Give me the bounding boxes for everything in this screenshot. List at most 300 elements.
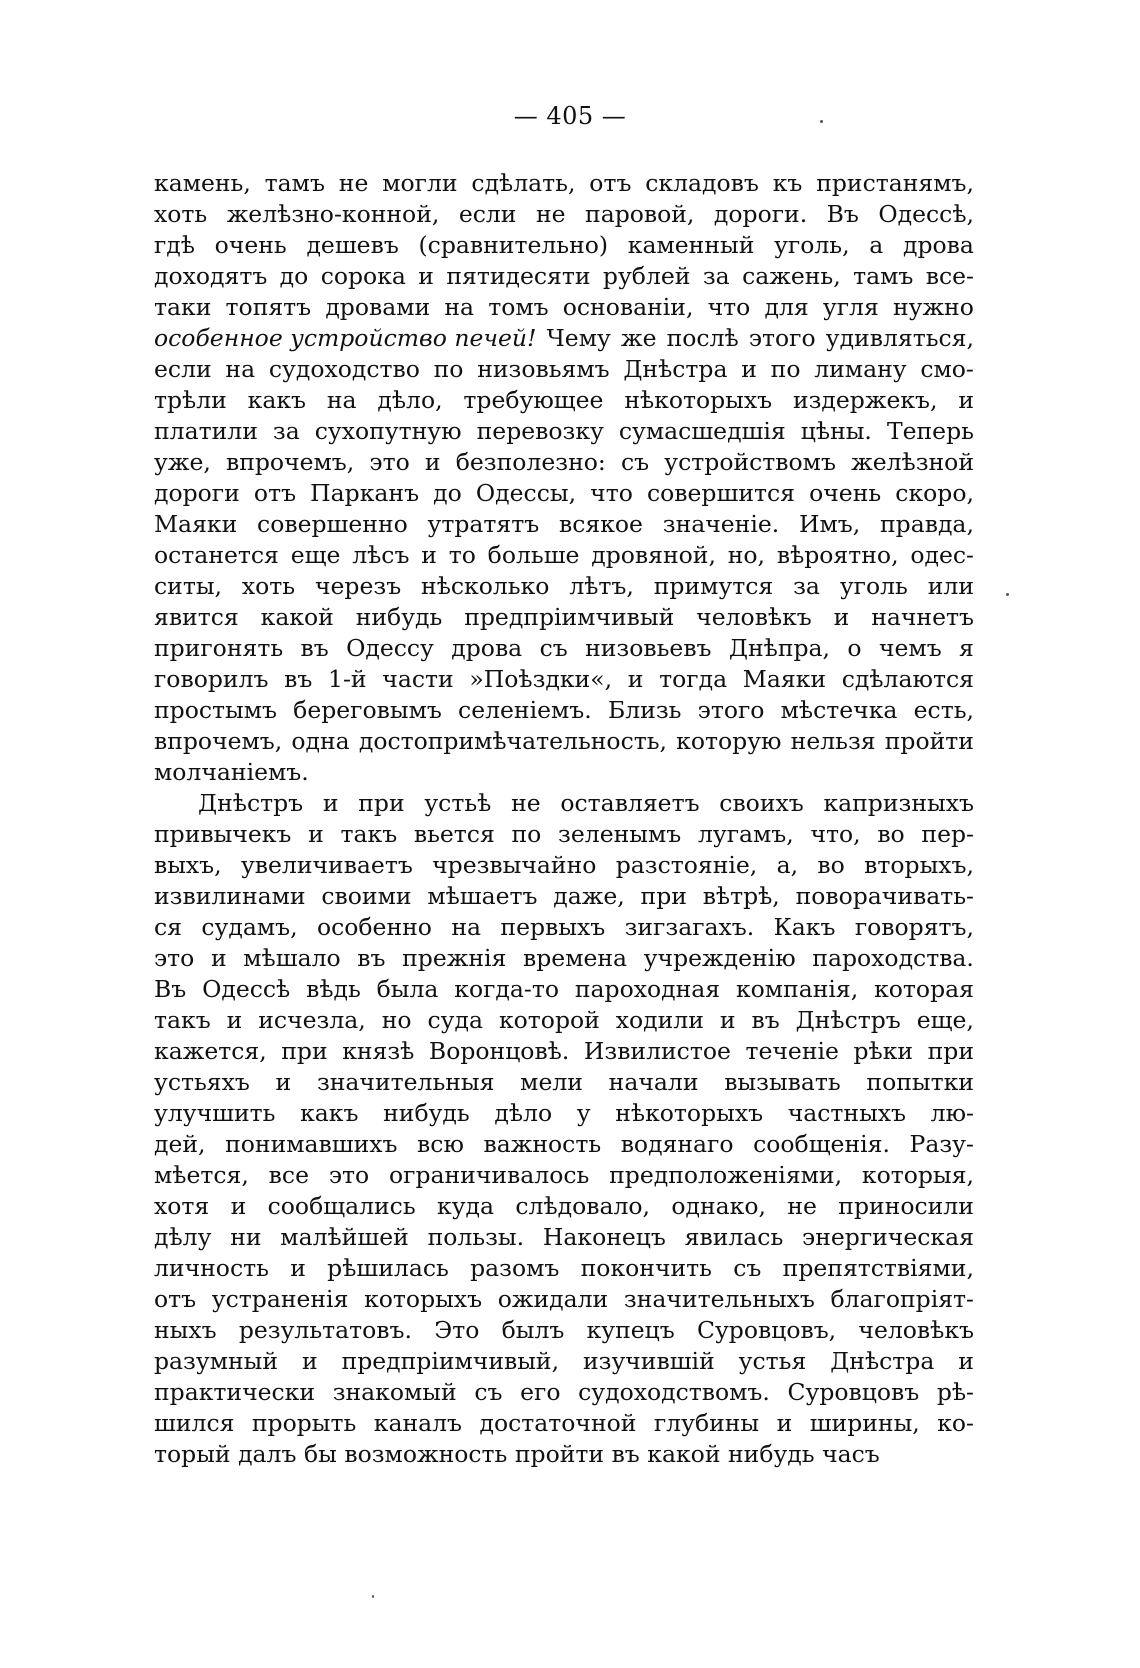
word: утратятъ (427, 510, 540, 538)
word: для (764, 293, 809, 321)
word: важность (483, 1130, 602, 1158)
word: ко- (937, 1409, 974, 1437)
word: уголь, (774, 231, 850, 259)
word: и (308, 820, 324, 848)
word: все- (925, 262, 974, 290)
word: сухопутную (314, 417, 462, 445)
text-line (154, 912, 974, 943)
word: если (154, 355, 212, 383)
word: пароходная (574, 975, 721, 1003)
word: и (322, 789, 339, 817)
text-line (154, 1191, 974, 1222)
word: сумасшедшія (618, 417, 786, 445)
word: что, (810, 820, 861, 848)
text-line (154, 1160, 974, 1191)
word: достопримѣчательность, (358, 727, 668, 755)
word: нѣкоторыхъ (624, 386, 773, 414)
word: Одессы, (475, 479, 577, 507)
word: впрочемъ, (226, 448, 355, 476)
paragraph-2 (154, 788, 974, 1470)
word: Суровцовъ, (697, 1316, 837, 1344)
word: бы (303, 1440, 337, 1468)
word: привычекъ (154, 820, 292, 848)
text-line (154, 540, 974, 571)
word: еще, (916, 1006, 974, 1034)
text-line (154, 416, 974, 447)
word: если (458, 200, 517, 228)
word: во (817, 851, 845, 879)
word: Разу- (909, 1130, 974, 1158)
word: Извилистое (583, 1037, 731, 1065)
word: выхъ, (154, 851, 222, 879)
text-line (154, 1377, 974, 1408)
word: теченіе (745, 1037, 839, 1065)
word: Маяки (742, 665, 827, 693)
word: удивляться, (825, 324, 974, 352)
word: пользы. (427, 1223, 525, 1251)
word: больше (487, 541, 580, 569)
word: останется (154, 541, 279, 569)
word: капризныхъ (823, 789, 974, 817)
word: въ (611, 1440, 640, 1468)
text-line (154, 354, 974, 385)
word: то (448, 541, 476, 569)
word: при (640, 882, 687, 910)
word: какой (260, 603, 334, 631)
word: дей, (154, 1130, 206, 1158)
word: сдѣлать, (471, 169, 576, 197)
word: лѣтъ, (569, 572, 634, 600)
word: примутся (653, 572, 774, 600)
word: береговымъ (293, 696, 442, 724)
word: судоходство (268, 355, 420, 383)
word: начали (608, 1068, 699, 1096)
word: одес- (910, 541, 974, 569)
word: торый (154, 1440, 231, 1468)
word: суда (427, 1006, 483, 1034)
word: и (958, 386, 974, 414)
word: трѣли (154, 386, 227, 414)
italic-phrase: особенное устройство печей! (154, 324, 537, 352)
word: »Поѣздки«, (469, 665, 613, 693)
word: чрезвычайно (432, 851, 597, 879)
word: желѣзно-конной, (226, 200, 440, 228)
text-line (154, 726, 974, 757)
word: Днѣстра (623, 355, 728, 383)
word: значеніе. (662, 510, 780, 538)
word: хотя (154, 1192, 210, 1220)
word: одна (291, 727, 350, 755)
word: же (620, 324, 657, 352)
word: на (225, 355, 256, 383)
word: Чему (546, 324, 611, 352)
word: которыхъ (364, 1285, 483, 1313)
word: томъ (488, 293, 549, 321)
word: и (424, 448, 441, 476)
word: лѣсъ (352, 541, 410, 569)
word: хоть (241, 572, 296, 600)
word: съ (474, 1378, 503, 1406)
word: пригонять (154, 634, 284, 662)
text-line (154, 168, 974, 199)
word: препятствіями, (782, 1254, 974, 1282)
word: времена (523, 944, 628, 972)
word: однако, (671, 1192, 766, 1220)
word: пер- (921, 820, 974, 848)
text-line (154, 819, 974, 850)
word: изучившій (582, 1347, 715, 1375)
word: до (279, 262, 309, 290)
word: была (376, 975, 439, 1003)
word: устьяхъ (154, 1068, 250, 1096)
word: ни (230, 1223, 262, 1251)
word: дровяной, (591, 541, 716, 569)
word: или (927, 572, 974, 600)
word: и (418, 262, 434, 290)
word: водянаго (620, 1130, 734, 1158)
text-line (154, 1408, 974, 1439)
word: увеличиваетъ (240, 851, 413, 879)
word: и (230, 1192, 247, 1220)
word: Маяки (154, 510, 238, 538)
word: цѣны. (800, 417, 872, 445)
word: ожидали (497, 1285, 609, 1313)
word: энергическая (802, 1223, 974, 1251)
word: сообщенія. (753, 1130, 890, 1158)
word: основаніи, (562, 293, 694, 321)
word: явится (154, 603, 239, 631)
word: до (433, 479, 462, 507)
word: оставляетъ (560, 789, 700, 817)
word: предпріимчивый (464, 603, 675, 631)
word: при (281, 1037, 328, 1065)
word: каналъ (373, 1409, 463, 1437)
word: съ (539, 634, 568, 662)
word: на (451, 913, 482, 941)
word: частныхъ (787, 1099, 906, 1127)
word: чемъ (878, 634, 942, 662)
word: судамъ, (201, 913, 298, 941)
word: нужно (892, 293, 974, 321)
word: очень (809, 479, 882, 507)
word: Днѣпра, (728, 634, 831, 662)
word: Одессу (346, 634, 434, 662)
word: Днѣстра (830, 1347, 935, 1375)
word: съ (733, 1254, 762, 1282)
word: ширины, (809, 1409, 920, 1437)
word: человѣкъ (858, 1316, 974, 1344)
word: Какъ (773, 913, 836, 941)
word: нибудь (383, 1099, 470, 1127)
text-line (154, 1222, 974, 1253)
word: вьется (413, 820, 495, 848)
word: которыя, (861, 1161, 974, 1189)
word: мѣшало (243, 944, 341, 972)
word: былъ (501, 1316, 565, 1344)
word: требующее (463, 386, 604, 414)
word: ситы, (154, 572, 222, 600)
word: устраненія (211, 1285, 349, 1313)
word: ныхъ (154, 1316, 217, 1344)
word: устройствомъ (664, 448, 836, 476)
word: пройти (514, 1440, 605, 1468)
text-line (154, 447, 974, 478)
word: разстояніе, (615, 851, 758, 879)
word: учрежденію (643, 944, 796, 972)
word: что (707, 293, 751, 321)
word: и (290, 1254, 306, 1282)
word: рѣшилась (327, 1254, 449, 1282)
text-line (154, 1036, 974, 1067)
word: ходили (615, 1006, 704, 1034)
word: Теперь (886, 417, 974, 445)
word: издержекъ, (792, 386, 938, 414)
text-line (154, 633, 974, 664)
word: но (381, 1006, 412, 1034)
word: паровой, (585, 200, 695, 228)
word: лиману (814, 355, 907, 383)
text-line (154, 261, 974, 292)
text-line (154, 881, 974, 912)
word: понимавшихъ (225, 1130, 398, 1158)
word: Днѣстръ (795, 1006, 901, 1034)
word: тогда (659, 665, 728, 693)
word: совершится (646, 479, 795, 507)
word: знакомый (332, 1378, 457, 1406)
word: желѣзной (851, 448, 974, 476)
word: дрова (451, 634, 523, 662)
text-line (154, 1253, 974, 1284)
word: и (958, 1347, 974, 1375)
text-line (154, 664, 974, 695)
word: рѣки (853, 1037, 914, 1065)
word: вѣдь (306, 975, 361, 1003)
text-line (154, 1129, 974, 1160)
word: особенно (316, 913, 432, 941)
word: и (719, 1006, 736, 1034)
word: всякое (559, 510, 643, 538)
word: практически (154, 1378, 316, 1406)
word: разумный (154, 1347, 279, 1375)
word: Днѣстръ (198, 789, 304, 817)
word: устья (738, 1347, 807, 1375)
word: дрова (903, 231, 974, 259)
word: я (959, 634, 974, 662)
word: за (272, 417, 300, 445)
word: по (511, 820, 542, 848)
word: совершенно (257, 510, 408, 538)
word: отъ (253, 479, 297, 507)
word: сажень, (742, 262, 841, 290)
text-line (154, 974, 974, 1005)
word: предпріимчивый, (341, 1347, 560, 1375)
word: какъ (300, 1099, 359, 1127)
page-number: — 405 — (513, 102, 627, 130)
word: покончить (580, 1254, 712, 1282)
word: это (328, 1161, 370, 1189)
word: возможность (344, 1440, 508, 1468)
text-line (154, 292, 974, 323)
word: говорятъ, (854, 913, 974, 941)
word: Въ (826, 200, 859, 228)
word: вторыхъ, (864, 851, 974, 879)
word: часъ (822, 1440, 880, 1468)
word: благопріят- (830, 1285, 974, 1313)
word: могли (382, 169, 458, 197)
word: говорилъ (154, 665, 269, 693)
word: исчезла, (258, 1006, 366, 1034)
word: все (268, 1161, 309, 1189)
word: правда, (880, 510, 974, 538)
word: которая (874, 975, 974, 1003)
word: въ (300, 634, 329, 662)
word: гдѣ (154, 231, 195, 259)
text-line (154, 509, 974, 540)
word: куда (437, 1192, 494, 1220)
word: купецъ (586, 1316, 675, 1344)
word: 1-й (328, 665, 367, 693)
word: дѣлу (154, 1223, 212, 1251)
word: селеніемъ. (458, 696, 592, 724)
word: топятъ (225, 293, 312, 321)
word: скоро, (895, 479, 974, 507)
word: прорыть (251, 1409, 357, 1437)
word: лугамъ, (697, 820, 794, 848)
text-line (154, 571, 974, 602)
word: за (793, 572, 820, 600)
word: безполезно: (455, 448, 606, 476)
text-line (154, 1439, 974, 1470)
word: значительныя (316, 1068, 495, 1096)
word: предположеніями, (609, 1161, 843, 1189)
word: дешевъ (306, 231, 399, 259)
word: Наконецъ (542, 1223, 666, 1251)
word: отъ (154, 1285, 197, 1313)
word: попытки (866, 1068, 974, 1096)
word: компанія, (735, 975, 859, 1003)
word: и (627, 665, 644, 693)
word: сообщались (267, 1192, 416, 1220)
word: нибудь (728, 1440, 815, 1468)
text-line (154, 1067, 974, 1098)
text-line (154, 230, 974, 261)
word: молчаніемъ. (154, 758, 309, 786)
text-line (154, 199, 974, 230)
word: его (520, 1378, 561, 1406)
word: зеленымъ (558, 820, 682, 848)
word: первыхъ (500, 913, 606, 941)
text-line (154, 1315, 974, 1346)
text-line (154, 757, 974, 788)
word: даже, (553, 882, 625, 910)
word: каменный (627, 231, 755, 259)
text-line (154, 385, 974, 416)
word: во (877, 820, 905, 848)
word: такъ (154, 1006, 211, 1034)
word: на (326, 386, 357, 414)
word: это (369, 448, 410, 476)
word: нѣкоторыхъ (615, 1099, 764, 1127)
word: какой (647, 1440, 721, 1468)
word: мѣстечка (780, 696, 898, 724)
word: таки (154, 293, 212, 321)
word: не (511, 789, 541, 817)
word: мѣшаетъ (427, 882, 538, 910)
word: вѣтрѣ, (702, 882, 780, 910)
word: лю- (930, 1099, 974, 1127)
word: отъ (589, 169, 632, 197)
word: такъ (340, 820, 398, 848)
word: вѣроятно, (776, 541, 899, 569)
word: у (576, 1099, 591, 1127)
text-line (154, 695, 974, 726)
word: смо- (920, 355, 974, 383)
word: своихъ (719, 789, 804, 817)
word: съ (620, 448, 650, 476)
word: дѣло, (377, 386, 443, 414)
word: не (338, 169, 369, 197)
word: ограничивалось (388, 1161, 590, 1189)
word: нѣсколько (421, 572, 550, 600)
text-line (154, 850, 974, 881)
word: Парканъ (310, 479, 420, 507)
word: черезъ (314, 572, 402, 600)
word: малѣйшей (280, 1223, 409, 1251)
word: пройти (884, 727, 974, 755)
word: зигзагахъ. (624, 913, 755, 941)
text-line (154, 1284, 974, 1315)
text-line (154, 602, 974, 633)
word: рублей (602, 262, 691, 290)
word: (сравнительно) (418, 231, 609, 259)
word: уголь (839, 572, 908, 600)
word: устьѣ (424, 789, 492, 817)
word: за (702, 262, 730, 290)
text-line (154, 943, 974, 974)
word: ся (154, 913, 182, 941)
word: при (927, 1037, 974, 1065)
word: приносили (838, 1192, 974, 1220)
word: и (776, 1409, 793, 1437)
word: пароходства. (812, 944, 974, 972)
word: сорока (320, 262, 406, 290)
text-line (154, 1005, 974, 1036)
word: дѣло (494, 1099, 553, 1127)
word: и (210, 944, 227, 972)
word: есть, (913, 696, 974, 724)
word: своими (321, 882, 412, 910)
word: перевозку (476, 417, 604, 445)
text-line (154, 478, 974, 509)
word: начнетъ (871, 603, 974, 631)
word: угля (822, 293, 879, 321)
word: шился (154, 1409, 235, 1437)
word: камень, (154, 169, 251, 197)
text-line (154, 323, 974, 354)
word: въ (357, 944, 386, 972)
scan-speck (1006, 593, 1009, 596)
word: разомъ (470, 1254, 560, 1282)
word: нибудь (355, 603, 443, 631)
word: и (421, 541, 437, 569)
word: дороги. (713, 200, 808, 228)
word: кажется, (154, 1037, 267, 1065)
word: какъ (247, 386, 306, 414)
word: вызывать (724, 1068, 841, 1096)
word: прежнія (402, 944, 507, 972)
word: Въ (154, 975, 187, 1003)
word: а (869, 231, 884, 259)
